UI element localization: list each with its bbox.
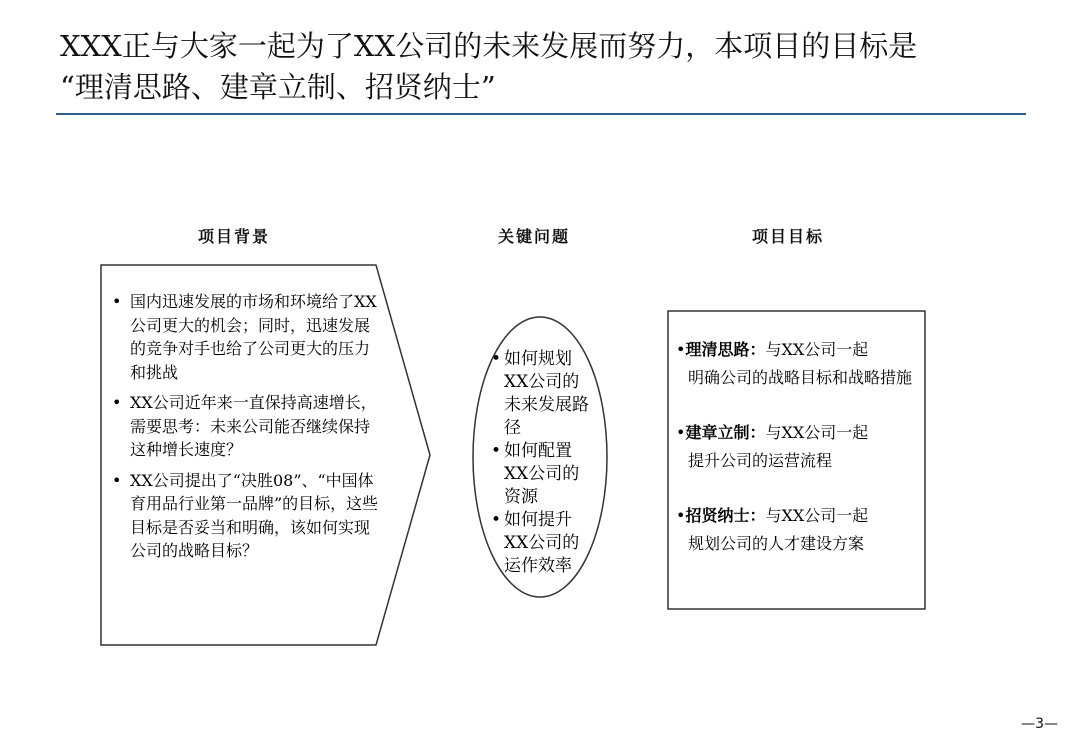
goal-item: •建章立制：与XX公司一起 提升公司的运营流程: [676, 419, 916, 475]
goal-description: 提升公司的运营流程: [688, 451, 833, 470]
question-item: • 如何提升XX公司的运作效率: [491, 510, 580, 576]
page-number: —3—: [1021, 716, 1058, 732]
goals-heading: 项目目标: [752, 227, 825, 246]
questions-heading: 关键问题: [498, 227, 571, 246]
background-item: • 国内迅速发展的市场和环境给了XX公司更大的机会；同时，迅速发展的竞争对手也给了公司更大的压力和挑战: [112, 292, 377, 382]
goal-heading: 招贤纳士：: [685, 506, 766, 525]
goal-item: •理清思路：与XX公司一起 明确公司的战略目标和战略措施: [676, 336, 916, 392]
background-item: • XX公司提出了“决胜08”、“中国体育用品行业第一品牌”的目标，这些目标是否妥当和明确，该如何实现公司的战略目标？: [112, 470, 379, 560]
question-item: • 如何配置XX公司的资源: [491, 441, 580, 507]
goal-description: 明确公司的战略目标和战略措施: [688, 368, 913, 387]
background-list: [110, 290, 380, 570]
goal-description: 规划公司的人才建设方案: [688, 534, 865, 553]
goal-item: •招贤纳士：与XX公司一起 规划公司的人才建设方案: [676, 502, 916, 558]
goal-heading: 理清思路：: [685, 340, 766, 359]
title-line-2: “理清思路、建章立制、招贤纳士”: [60, 70, 496, 104]
questions-list: [490, 348, 590, 578]
goals-list: [676, 336, 916, 585]
background-heading: 项目背景: [198, 227, 271, 246]
title-line-1: XXX正与大家一起为了XX公司的未来发展而努力，本项目的目标是: [60, 29, 918, 63]
background-item: • XX公司近年来一直保持高速增长，需要思考：未来公司能否继续保持这种增长速度？: [112, 393, 377, 459]
goal-heading: 建章立制：: [685, 423, 766, 442]
question-item: • 如何规划XX公司的未来发展路径: [491, 349, 589, 438]
